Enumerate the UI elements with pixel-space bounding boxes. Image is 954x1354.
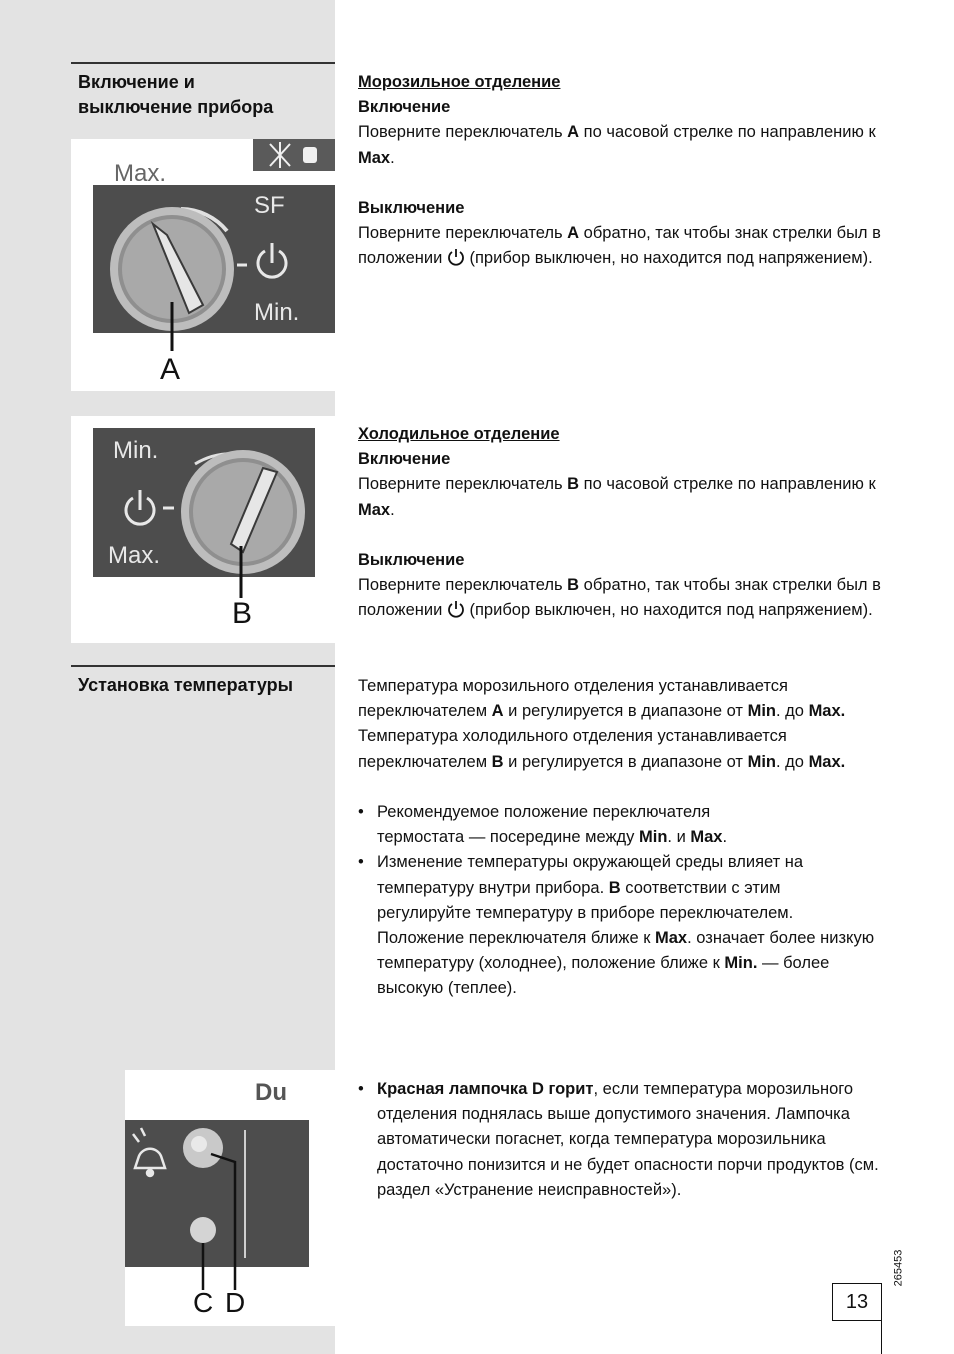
fridge-off-text: Поверните переключатель B обратно, так чтобы знак стрелки был в положении (прибор выключен, но находится под напряжением). xyxy=(358,576,881,620)
section-title-onoff xyxy=(78,70,273,120)
document-number: 265453 xyxy=(892,1249,905,1287)
page-number: 13 xyxy=(832,1283,882,1321)
power-icon xyxy=(447,248,465,266)
section-title-line-2: выключение прибора xyxy=(78,97,274,117)
freezer-on-label: Включение xyxy=(358,98,451,117)
section-divider xyxy=(71,665,335,667)
section-divider xyxy=(71,62,335,64)
callout-d: D xyxy=(225,1287,246,1318)
temperature-fridge-text: Температура холодильного отделения устанавливается переключателем B и регулируется в диапазоне от Min. до Max. xyxy=(358,727,846,771)
fridge-heading: Холодильное отделение xyxy=(358,425,560,443)
temperature-freezer-text: Температура морозильного отделения устанавливается переключателем A и регулируется в диапазоне от Min. до Max. xyxy=(358,677,846,721)
power-icon xyxy=(447,600,465,618)
dial-b-min-label: Min. xyxy=(113,437,159,464)
bullet-recommended-position: • Рекомендуемое положение переключателя термостата — посередине между Min. и Max. xyxy=(358,800,767,850)
page-number-rule xyxy=(881,1283,882,1354)
section-title-temperature: Установка температуры xyxy=(78,675,294,695)
indicator-lamp-c xyxy=(190,1217,216,1243)
dial-a-min-label: Min. xyxy=(254,299,300,326)
dial-b-illustration xyxy=(71,416,335,643)
bullet-red-lamp: • Красная лампочка D горит, если температура морозильного отделения поднялась выше допустимого значения. Лампочка автоматически погаснет, когда температура морозильника достаточно понизится и не будет опасности порчи продуктов (см. раздел «Устранение неисправностей»). xyxy=(358,1077,887,1203)
dial-b-max-label: Max. xyxy=(108,542,161,569)
freezer-instructions xyxy=(358,70,898,272)
indicator-lights-illustration xyxy=(71,1070,335,1326)
fridge-on-label: Включение xyxy=(358,450,451,469)
dial-a-max-label: Max. xyxy=(114,160,167,187)
callout-c: C xyxy=(193,1287,214,1318)
freezer-off-label: Выключение xyxy=(358,199,465,217)
dial-a-illustration xyxy=(71,139,335,391)
fridge-on-text: Поверните переключатель B по часовой стрелке по направлению к Max. xyxy=(358,475,876,519)
brand-logo-fragment: Du xyxy=(255,1079,287,1106)
fridge-off-label: Выключение xyxy=(358,551,465,569)
warning-lamp-instructions xyxy=(358,1077,898,1203)
freezer-off-text: Поверните переключатель A обратно, так чтобы знак стрелки был в положении (прибор выключен, но находится под напряжением). xyxy=(358,224,881,268)
freezer-on-text: Поверните переключатель A по часовой стрелке по направлению к Max. xyxy=(358,123,876,167)
callout-a: A xyxy=(160,353,181,386)
bullet-ambient-temperature: • Изменение температуры окружающей среды влияет на температуру внутри прибора. В соответствии с этим регулируйте температуру в приборе переключателем. Положение переключателя ближе к Max. означает более низкую температуру (холоднее), положение ближе к Min. — более высокую (теплее). xyxy=(358,850,877,1001)
fridge-instructions xyxy=(358,422,898,624)
freezer-heading: Морозильное отделение xyxy=(358,73,561,91)
freeze-indicator xyxy=(253,139,335,171)
dial-a-sf-label: SF xyxy=(254,192,285,219)
section-title-line-1: Включение и xyxy=(78,72,195,92)
temperature-instructions xyxy=(358,674,898,1002)
callout-b: B xyxy=(232,597,253,630)
